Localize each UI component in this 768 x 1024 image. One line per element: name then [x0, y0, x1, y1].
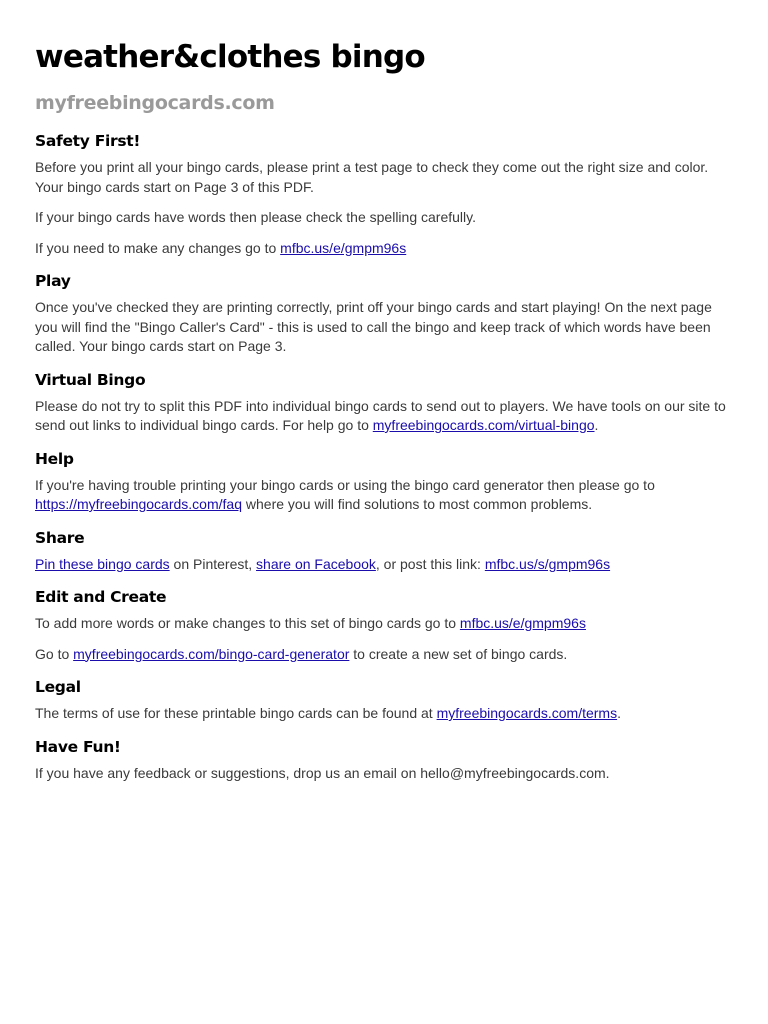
- section-help: [35, 448, 738, 515]
- page-title: weather&clothes bingo: [35, 39, 425, 75]
- section-have-fun: [35, 736, 738, 784]
- terms-link[interactable]: myfreebingocards.com/terms: [436, 705, 618, 721]
- facebook-link[interactable]: share on Facebook: [256, 555, 376, 572]
- safety-paragraph-spelling: If your bingo cards have words then please check the spelling carefully.: [35, 209, 476, 225]
- have-fun-paragraph: If you have any feedback or suggestions, drop us an email on hello@myfreebingocards.com.: [35, 764, 610, 781]
- virtual-bingo-link[interactable]: myfreebingocards.com/virtual-bingo: [372, 417, 595, 433]
- section-heading-legal: Legal: [35, 678, 81, 696]
- section-heading-share: Share: [35, 528, 85, 547]
- section-play: [35, 270, 738, 357]
- share-link[interactable]: mfbc.us/s/gmpm96s: [484, 555, 611, 572]
- help-paragraph: [35, 476, 738, 515]
- edit-paragraph-generator: [35, 645, 738, 665]
- section-heading-help: Help: [35, 449, 74, 468]
- section-share: [35, 527, 738, 575]
- edit-link[interactable]: mfbc.us/e/gmpm96s: [280, 239, 407, 256]
- safety-paragraph-print-test: Before you print all your bingo cards, please print a test page to check they come out the right size and color. Your bingo cards start on Page 3 of this PDF.: [35, 159, 709, 195]
- virtual-bingo-text: Please do not try to split this PDF into individual bingo cards to send out to players. We have tools on our site to send out links to individual bingo cards. For help go to: [35, 397, 726, 433]
- section-safety-first: [35, 130, 738, 258]
- safety-changes-text: If you need to make any changes go to: [35, 239, 281, 256]
- generator-end: to create a new set of bingo cards.: [349, 645, 568, 662]
- legal-text: The terms of use for these printable bingo cards can be found at: [35, 705, 437, 721]
- section-heading-virtual-bingo: Virtual Bingo: [35, 370, 146, 389]
- pinterest-link[interactable]: Pin these bingo cards: [35, 555, 170, 572]
- site-name: myfreebingocards.com: [35, 92, 275, 114]
- section-virtual-bingo: [35, 369, 738, 436]
- section-edit-and-create: [35, 586, 738, 664]
- edit-paragraph-add-words: [35, 614, 738, 634]
- section-heading-have-fun: Have Fun!: [35, 737, 121, 756]
- section-heading-edit-and-create: Edit and Create: [35, 588, 167, 606]
- section-heading-play: Play: [35, 272, 71, 290]
- legal-end: .: [617, 705, 621, 721]
- play-paragraph: Once you've checked they are printing correctly, print off your bingo cards and start playing! On the next page you will find the "Bingo Caller's Card" - this is used to call the bingo and keep track of which words have been called. Your bingo cards start on Page 3.: [35, 299, 712, 354]
- generator-link[interactable]: myfreebingocards.com/bingo-card-generator: [73, 645, 350, 662]
- share-text-post: , or post this link:: [375, 555, 485, 572]
- share-text-pinterest: on Pinterest,: [169, 555, 257, 572]
- edit-text: To add more words or make changes to this set of bingo cards go to: [35, 615, 460, 631]
- faq-link[interactable]: https://myfreebingocards.com/faq: [35, 496, 242, 512]
- section-heading-safety-first: Safety First!: [35, 132, 141, 150]
- edit-words-link[interactable]: mfbc.us/e/gmpm96s: [459, 615, 586, 631]
- share-paragraph: [35, 555, 738, 575]
- legal-paragraph: [35, 704, 738, 724]
- virtual-bingo-paragraph: [35, 397, 738, 436]
- help-text: If you're having trouble printing your bingo cards or using the bingo card generator then please go to: [35, 476, 655, 493]
- help-end: where you will find solutions to most common problems.: [242, 496, 593, 512]
- virtual-bingo-end: .: [594, 417, 599, 433]
- safety-paragraph-changes: [35, 239, 738, 259]
- generator-text: Go to: [35, 645, 74, 662]
- section-legal: [35, 676, 738, 724]
